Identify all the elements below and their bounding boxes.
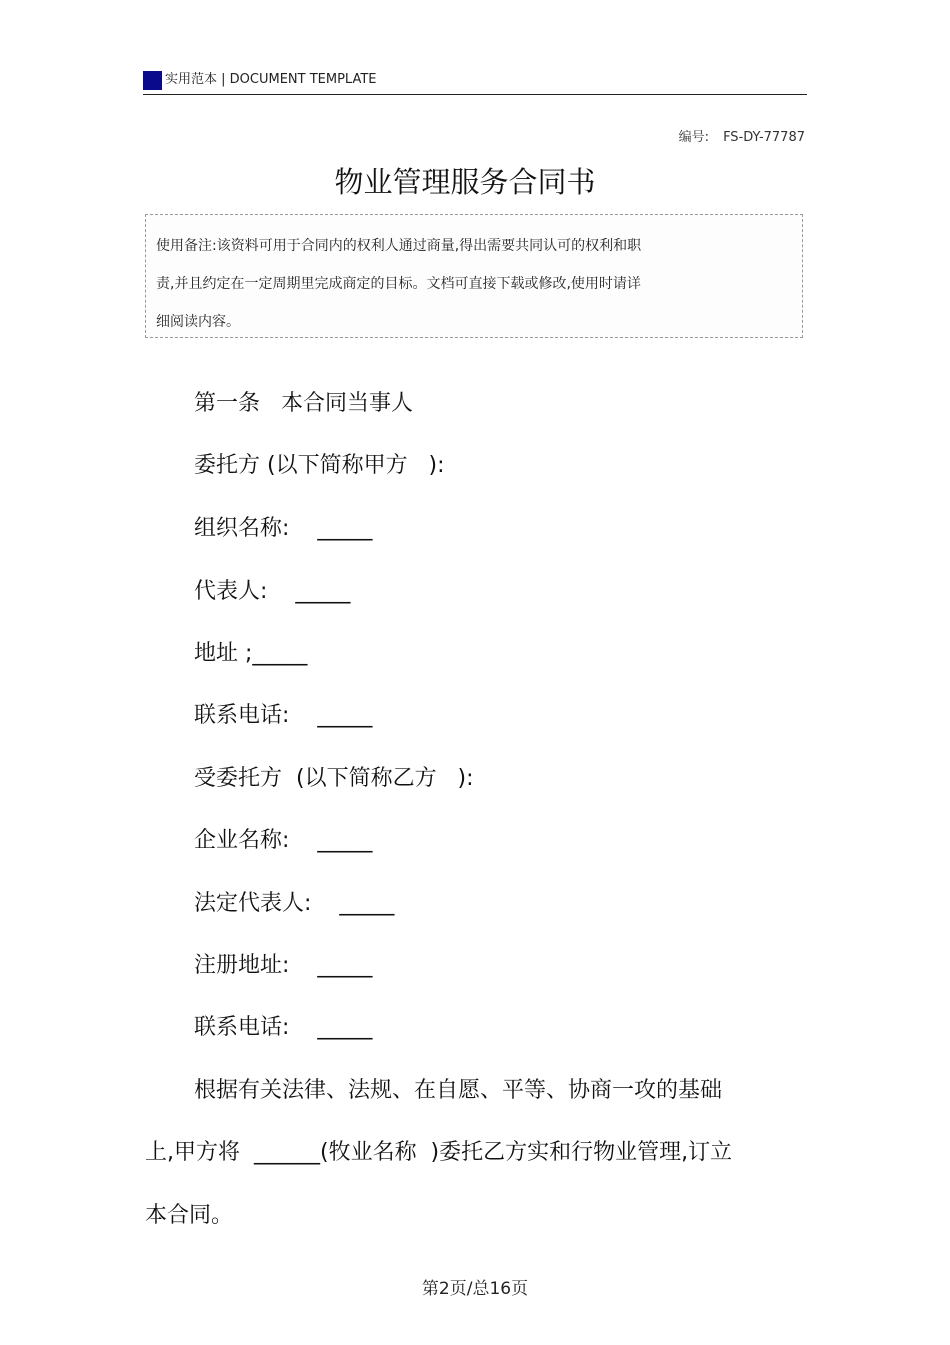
agreement-paragraph-line: 根据有关法律、法规、在自愿、平等、协商一攻的基础 bbox=[194, 1078, 723, 1103]
document-number bbox=[679, 126, 805, 145]
page-indicator: 第2页/总16页 bbox=[421, 1279, 529, 1299]
party-b-company-name: 企业名称: _____ bbox=[194, 828, 373, 853]
document-title: 物业管理服务合同书 bbox=[334, 165, 596, 199]
party-a-address: 地址 ;_____ bbox=[194, 641, 308, 666]
agreement-paragraph-line: 上,甲方将 ______(牧业名称 )委托乙方实和行物业管理,订立 bbox=[145, 1140, 733, 1165]
party-a-phone: 联系电话: _____ bbox=[194, 703, 373, 728]
usage-note-box bbox=[145, 214, 803, 338]
party-b-heading: 受委托方 (以下简称乙方 ): bbox=[194, 766, 474, 791]
header-brand-text: 实用范本 | DOCUMENT TEMPLATE bbox=[165, 72, 377, 87]
usage-note-line: 使用备注:该资料可用于合同内的权利人通过商量,得出需要共同认可的权利和职 bbox=[156, 238, 642, 254]
party-b-phone: 联系电话: _____ bbox=[194, 1015, 373, 1040]
party-b-legal-representative: 法定代表人: _____ bbox=[194, 891, 395, 916]
party-a-representative: 代表人: _____ bbox=[194, 579, 351, 604]
usage-note-line: 责,并且约定在一定周期里完成商定的目标。文档可直接下载或修改,使用时请详 bbox=[156, 276, 641, 292]
document-number-value: FS-DY-77787 bbox=[723, 130, 805, 145]
page-header bbox=[143, 68, 807, 95]
usage-note-line: 细阅读内容。 bbox=[156, 314, 240, 330]
clause-heading: 第一条 本合同当事人 bbox=[194, 391, 413, 416]
agreement-paragraph-line: 本合同。 bbox=[145, 1203, 234, 1228]
document-number-label: 编号: bbox=[678, 130, 710, 145]
brand-square-icon bbox=[143, 71, 162, 90]
party-a-heading: 委托方 (以下简称甲方 ): bbox=[194, 453, 445, 478]
party-b-registered-address: 注册地址: _____ bbox=[194, 953, 373, 978]
party-a-org-name: 组织名称: _____ bbox=[194, 516, 373, 541]
